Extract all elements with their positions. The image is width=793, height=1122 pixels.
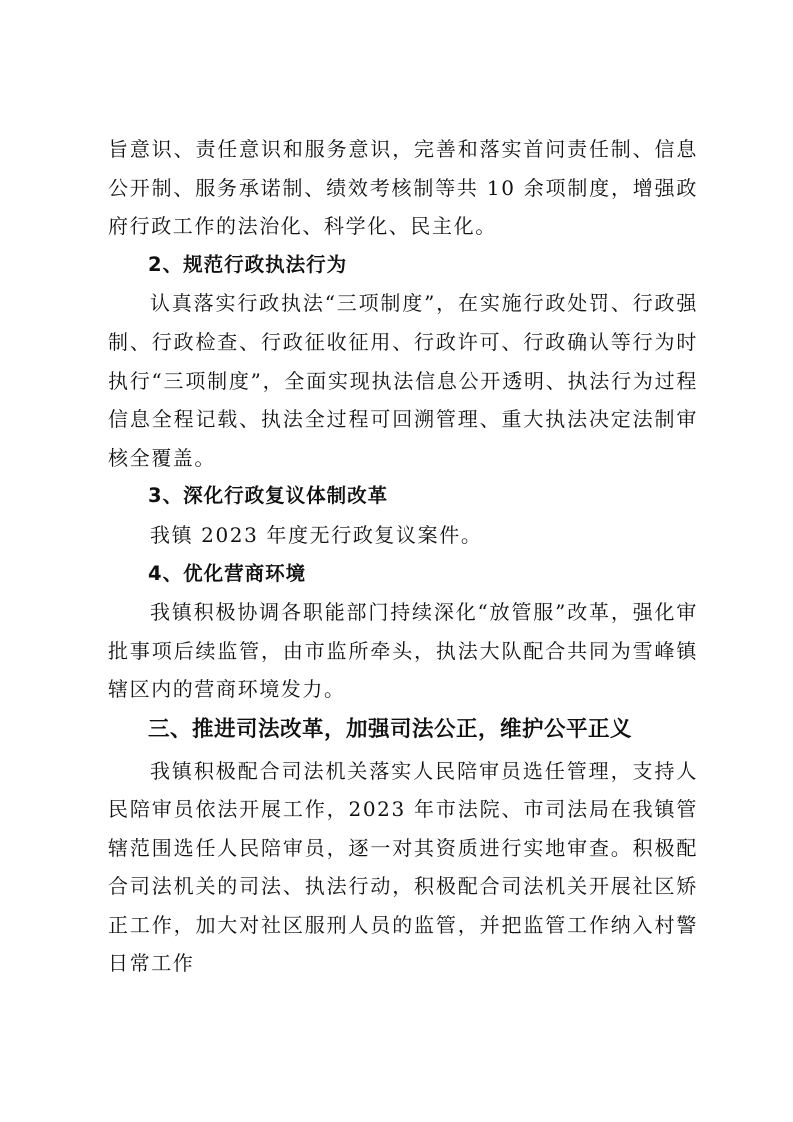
paragraph-continuation: 旨意识、责任意识和服务意识，完善和落实首问责任制、信息公开制、服务承诺制、绩效考核制等共 10 余项制度，增强政府行政工作的法治化、科学化、民主化。 [108, 137, 698, 239]
section-body-2: 认真落实行政执法“三项制度”，在实施行政处罚、行政强制、行政检查、行政征收征用、行政许可、行政确认等行为时执行“三项制度”，全面实现执法信息公开透明、执法行为过程信息全程记载、执法全过程可回溯管理、重大执法决定法制审核全覆盖。 [108, 291, 698, 470]
section-heading-2: 2、规范行政执法行为 [148, 252, 348, 276]
document-body [108, 130, 698, 983]
part-heading-3: 三、推进司法改革，加强司法公正，维护公平正义 [148, 716, 633, 742]
section-body-4: 我镇积极协调各职能部门持续深化“放管服”改革，强化审批事项后续监管，由市监所牵头，执法大队配合共同为雪峰镇辖区内的营商环境发力。 [108, 600, 698, 702]
section-body-3: 我镇 2023 年度无行政复议案件。 [150, 522, 483, 547]
section-heading-4: 4、优化营商环境 [148, 561, 307, 585]
section-heading-3: 3、深化行政复议体制改革 [148, 484, 389, 508]
part-body-3: 我镇积极配合司法机关落实人民陪审员选任管理，支持人民陪审员依法开展工作，2023 年市法院、市司法局在我镇管辖范围选任人民陪审员，逐一对其资质进行实地审查。积极配合司法机关的司法、执法行动，积极配合司法机关开展社区矫正工作，加大对社区服刑人员的监管，并把监管工作纳入村警日常工作 [108, 758, 698, 976]
